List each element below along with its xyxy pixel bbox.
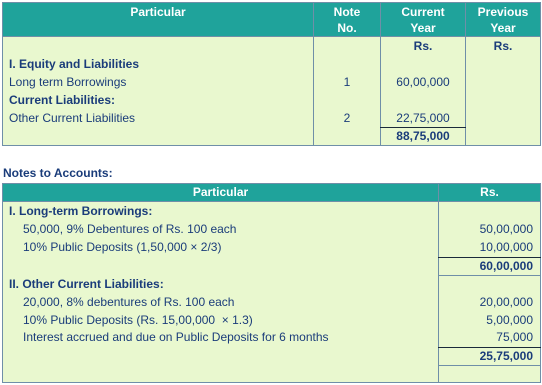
notes-section1-item2-label: 10% Public Deposits (1,50,000 × 2/3) bbox=[23, 240, 222, 254]
notes-section2-item2-amount: 5,00,000 bbox=[486, 313, 533, 327]
header-current-line1: Current bbox=[401, 5, 445, 19]
notes-header-particular-label: Particular bbox=[192, 185, 249, 199]
notes-section1-item2-amount: 10,00,000 bbox=[479, 240, 533, 254]
notes-section1-total: 60,00,000 bbox=[479, 259, 533, 273]
notes-header-particular bbox=[2, 183, 439, 202]
notes-section2-title: II. Other Current Liabilities: bbox=[9, 277, 164, 291]
notes-section2-total-rule bbox=[438, 347, 541, 348]
header-particular bbox=[2, 2, 314, 37]
notes-section1-title: I. Long-term Borrowings: bbox=[9, 204, 153, 218]
notes-section1-item1-label: 50,000, 9% Debentures of Rs. 100 each bbox=[23, 222, 237, 236]
header-particular-label: Particular bbox=[130, 5, 186, 19]
header-previous-line1: Previous bbox=[477, 5, 529, 19]
notes-section2-item1-label: 20,000, 8% debentures of Rs. 100 each bbox=[23, 295, 235, 309]
header-note-no bbox=[313, 2, 381, 37]
notes-section2-total-underline bbox=[438, 365, 541, 366]
total-rule bbox=[380, 127, 466, 128]
notes-section1-total-underline bbox=[438, 275, 541, 276]
row-long-term-borrowings-note: 1 bbox=[343, 75, 351, 89]
row-other-current-liabilities-amount: 22,75,000 bbox=[396, 111, 450, 125]
header-previous-year bbox=[465, 2, 541, 37]
notes-section1-total-rule bbox=[438, 257, 541, 258]
header-note-line2: No. bbox=[337, 21, 357, 35]
header-current-year bbox=[380, 2, 466, 37]
row-long-term-borrowings-amount: 60,00,000 bbox=[396, 75, 450, 89]
header-previous-line2: Year bbox=[490, 21, 516, 35]
row-other-current-liabilities-label: Other Current Liabilities bbox=[9, 111, 136, 125]
header-current-line2: Year bbox=[410, 21, 436, 35]
section-current-liabilities: Current Liabilities: bbox=[9, 93, 116, 107]
notes-header-amount-label: Rs. bbox=[480, 185, 499, 199]
notes-section1-item1-amount: 50,00,000 bbox=[479, 222, 533, 236]
notes-section2-item1-amount: 20,00,000 bbox=[479, 295, 533, 309]
col-note-body bbox=[313, 36, 381, 146]
balance-sheet-total: 88,75,000 bbox=[396, 129, 450, 143]
section-equity-liabilities: I. Equity and Liabilities bbox=[9, 57, 140, 71]
currency-current: Rs. bbox=[413, 39, 433, 53]
header-note-line1: Note bbox=[333, 5, 361, 19]
notes-section2-total: 25,75,000 bbox=[479, 349, 533, 363]
notes-section2-item3-label: Interest accrued and due on Public Deposits for 6 months bbox=[23, 330, 329, 344]
row-other-current-liabilities-note: 2 bbox=[343, 111, 351, 125]
currency-previous: Rs. bbox=[493, 39, 513, 53]
notes-section2-item2-label: 10% Public Deposits (Rs. 15,00,000 × 1.3) bbox=[23, 313, 253, 327]
notes-header-amount bbox=[438, 183, 541, 202]
col-particular-body bbox=[2, 36, 314, 146]
notes-title: Notes to Accounts: bbox=[3, 166, 113, 180]
notes-section2-item3-amount: 75,000 bbox=[496, 330, 533, 344]
row-long-term-borrowings-label: Long term Borrowings bbox=[9, 75, 127, 89]
